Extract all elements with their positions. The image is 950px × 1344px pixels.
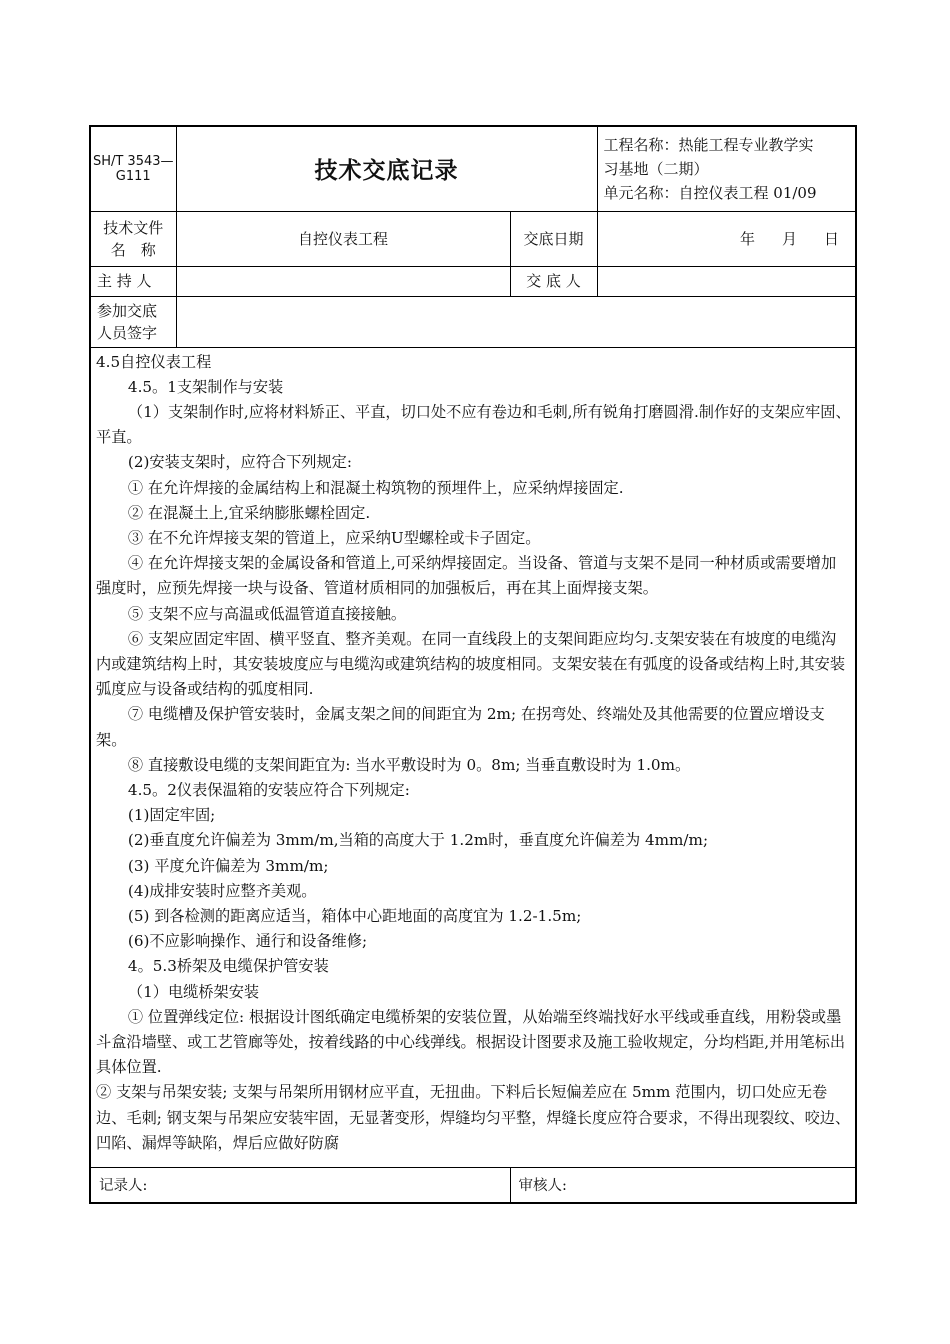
form-table [89,125,857,1204]
list-item: (1)固定牢固; [127,806,216,825]
list-item: (2)垂直度允许偏差为 3mm/m,当箱的高度大于 1.2m时，垂直度允许偏差为 4mm/m; [127,831,709,850]
form-title: 技术交底记录 [176,126,597,211]
project-name-line2: 习基地（二期） [603,159,709,178]
list-item: ③ 在不允许焊接支架的管道上，应采纳U型螺栓或卡子固定。 [127,528,541,547]
tech-disclosure-form [89,125,855,1204]
participants-label-line2: 人员签字 [97,323,158,342]
content-body [90,347,856,1167]
participants-label [90,296,176,347]
host-label: 主 持 人 [90,266,176,296]
list-item: ⑧ 直接敷设电缆的支架间距宜为: 当水平敷设时为 0。8m; 当垂直敷设时为 1.0m。 [127,755,691,774]
host-value[interactable] [176,266,510,296]
tech-file-label [90,211,176,266]
tech-file-label-line2: 名 称 [110,240,156,259]
paragraph: ① 位置弹线定位: 根据设计图纸确定电缆桥架的安装位置，从始端至终端找好水平线或垂直线，用粉袋或墨斗盒沿墙壁、或工艺管廊等处，按着线路的中心线弹线。根据设计图要求及施工验收规定，分均档距,并用笔标出具体位置. [96,1007,846,1077]
paragraph: （1）支架制作时,应将材料矫正、平直，切口处不应有卷边和毛刺,所有锐角打磨圆滑.制作好的支架应牢固、平直。 [96,402,851,447]
date-value[interactable]: 年 月 日 [597,211,856,266]
presenter-value[interactable] [597,266,856,296]
list-item: (6)不应影响操作、通行和设备维修; [127,932,368,951]
date-label: 交底日期 [510,211,597,266]
list-item: (5) 到各检测的距离应适当，箱体中心距地面的高度宜为 1.2-1.5m; [127,906,582,925]
list-item: ① 在允许焊接的金属结构上和混凝土构筑物的预埋件上，应采纳焊接固定. [127,478,624,497]
subsection-heading: 4。5.3桥架及电缆保护管安装 [127,957,329,976]
subsection-heading: 4.5。1支架制作与安装 [127,377,284,396]
participants-signature[interactable] [176,296,856,347]
tech-file-label-line1: 技术文件 [103,218,164,237]
standard-code: SH/T 3543—G111 [90,126,176,211]
list-item: ② 在混凝土上,宜采纳膨胀螺栓固定. [127,503,371,522]
project-info-cell [597,126,856,211]
participants-label-line1: 参加交底 [97,301,158,320]
presenter-label: 交 底 人 [510,266,597,296]
list-item: ④ 在允许焊接支架的金属设备和管道上,可采纳焊接固定。当设备、管道与支架不是同一种材质或需要增加强度时，应预先焊接一块与设备、管道材质相同的加强板后，再在其上面焊接支架。 [96,554,837,598]
reviewer-field[interactable]: 审核人: [510,1167,856,1203]
tech-file-value[interactable]: 自控仪表工程 [176,211,510,266]
list-item: ⑤ 支架不应与高温或低温管道直接接触。 [127,604,407,623]
section-heading: 4.5自控仪表工程 [96,352,212,371]
paragraph: (2)安装支架时，应符合下列规定: [127,453,352,472]
project-name-line1: 工程名称：热能工程专业教学实 [603,135,814,154]
list-item: (3) 平度允许偏差为 3mm/m; [127,856,329,875]
recorder-field[interactable]: 记录人: [90,1167,510,1203]
list-item: ⑦ 电缆槽及保护管安装时，金属支架之间的间距宜为 2m; 在拐弯处、终端处及其他需要的位置应增设支架。 [96,705,825,749]
paragraph: ② 支架与吊架安装; 支架与吊架所用钢材应平直，无扭曲。下料后长短偏差应在 5mm 范围内，切口处应无卷边、毛刺; 钢支架与吊架应安装牢固，无显著变形，焊缝均匀平整，焊缝长度应符合要求，不得出现裂纹、咬边、凹陷、漏焊等缺陷，焊后应做好防腐 [96,1083,851,1152]
list-item: ⑥ 支架应固定牢固、横平竖直、整齐美观。在同一直线段上的支架间距应均匀.支架安装在有坡度的电缆沟内或建筑结构上时，其安装坡度应与电缆沟或建筑结构的坡度相同。支架安装在有弧度的设备或结构上时,其安装弧度应与设备或结构的弧度相同. [96,629,846,699]
paragraph: （1）电缆桥架安装 [127,982,260,1001]
subsection-heading: 4.5。2仪表保温箱的安装应符合下列规定: [127,780,410,799]
unit-name: 单元名称：自控仪表工程 01/09 [603,183,817,202]
list-item: (4)成排安装时应整齐美观。 [127,881,317,900]
